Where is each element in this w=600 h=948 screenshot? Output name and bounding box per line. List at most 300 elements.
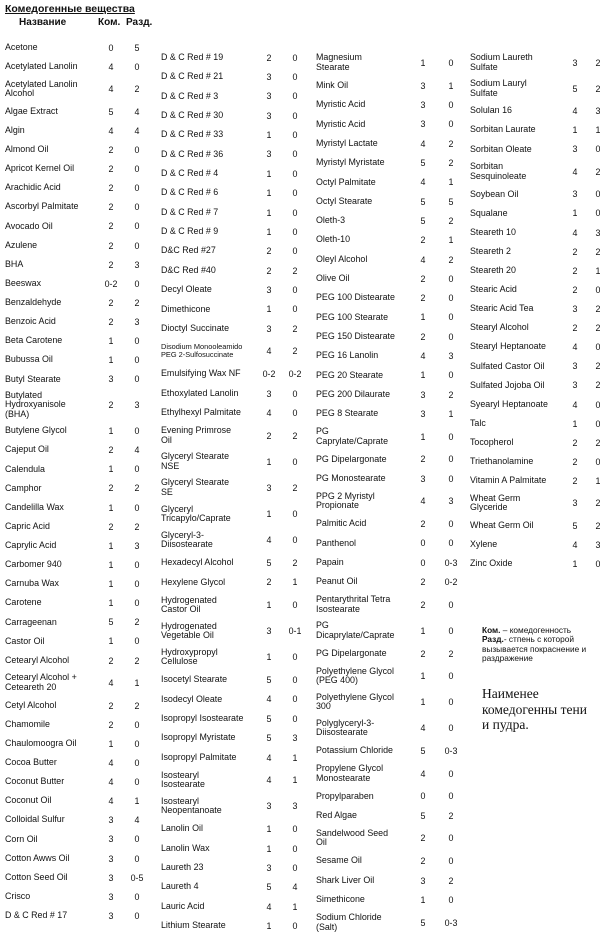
irritation-value: 0 bbox=[448, 538, 454, 549]
ingredient-name-line: D & C Red # 9 bbox=[161, 226, 219, 237]
ingredient-name-line: Xylene bbox=[470, 539, 498, 550]
irritation-value: 0 bbox=[448, 312, 454, 323]
ingredient-row bbox=[316, 663, 464, 689]
ingredient-name-line: (PEG 400) bbox=[316, 675, 358, 686]
comedogenic-value: 2 bbox=[266, 430, 272, 441]
ingredient-row bbox=[5, 460, 149, 479]
ingredient-row bbox=[5, 555, 149, 574]
ingredient-name-line: Oleth-3 bbox=[316, 215, 346, 226]
comedogenic-value: 3 bbox=[572, 189, 578, 200]
irritation-value: 1 bbox=[595, 125, 600, 136]
ingredient-name bbox=[5, 355, 97, 365]
ingredient-row bbox=[161, 280, 307, 299]
ingredient-name bbox=[161, 478, 255, 497]
ingredient-name bbox=[470, 266, 562, 276]
ingredient-name-line: 300 bbox=[316, 701, 331, 712]
ingredient-name-line: Dicaprylate/Caprate bbox=[316, 629, 395, 640]
comedogenic-value: 2 bbox=[572, 323, 578, 334]
irritation-value: 0 bbox=[292, 675, 298, 686]
ingredient-name-line: Carnuba Wax bbox=[5, 578, 59, 589]
ingredient-name-line: Glyceryl bbox=[161, 503, 194, 514]
ingredient-name bbox=[161, 844, 255, 854]
comedogenic-value: 2 bbox=[108, 483, 114, 494]
comedogenic-value: 1 bbox=[108, 464, 114, 475]
ingredient-name bbox=[5, 541, 97, 551]
comedogenic-value: 4 bbox=[108, 61, 114, 72]
irritation-value: 0 bbox=[292, 713, 298, 724]
ingredient-name-line: Sulfate bbox=[470, 87, 498, 98]
ingredient-name-line: Isostearyl bbox=[161, 769, 199, 780]
ingredient-name-line: Potassium Chloride bbox=[316, 745, 393, 756]
ingredient-row bbox=[161, 242, 307, 261]
irritation-value: 2 bbox=[134, 483, 140, 494]
ingredient-name-line: Stearyl Alcohol bbox=[470, 322, 529, 333]
ingredient-name bbox=[316, 811, 408, 821]
irritation-value: 0 bbox=[292, 246, 298, 257]
ingredient-name-line: D & C Red # 3 bbox=[161, 90, 219, 101]
ingredient-name bbox=[316, 100, 408, 110]
irritation-value: 0 bbox=[292, 304, 298, 315]
ingredient-name bbox=[161, 902, 255, 912]
irritation-value: 1 bbox=[292, 901, 298, 912]
irritation-value: 0 bbox=[134, 240, 140, 251]
ingredient-name-line: Beta Carotene bbox=[5, 335, 63, 346]
comedogenic-value: 1 bbox=[420, 431, 426, 442]
ingredient-row bbox=[5, 441, 149, 460]
ingredient-name bbox=[5, 241, 97, 251]
irritation-value: 0 bbox=[134, 598, 140, 609]
comedogenic-value: 1 bbox=[266, 304, 272, 315]
ingredient-name-line: Laureth 4 bbox=[161, 881, 199, 892]
ingredient-name-line: Diisostearate bbox=[316, 727, 368, 738]
ingredient-row bbox=[5, 370, 149, 389]
ingredient-row bbox=[161, 553, 307, 572]
legend-com-text: – комедогенность bbox=[500, 625, 572, 635]
irritation-value: 0-3 bbox=[444, 746, 458, 757]
ingredient-row bbox=[5, 255, 149, 274]
ingredient-row bbox=[161, 644, 307, 670]
irritation-value: 2 bbox=[595, 83, 600, 94]
irritation-value: 2 bbox=[292, 557, 298, 568]
irritation-value: 0 bbox=[448, 625, 454, 636]
ingredient-name-line: D & C Red # 17 bbox=[5, 910, 68, 921]
ingredient-name-line: Crisco bbox=[5, 890, 31, 901]
irritation-value: 0 bbox=[292, 407, 298, 418]
ingredient-name-line: PEG 100 Stearate bbox=[316, 311, 389, 322]
comedogenic-value: 1 bbox=[266, 168, 272, 179]
ingredient-row bbox=[470, 471, 600, 490]
comedogenic-value: 3 bbox=[420, 80, 426, 91]
ingredient-name bbox=[316, 792, 408, 802]
comedogenic-value: 4 bbox=[108, 777, 114, 787]
irritation-value: 0 bbox=[134, 61, 140, 72]
ingredient-row bbox=[5, 217, 149, 236]
irritation-value: 0 bbox=[292, 188, 298, 199]
ingredient-name bbox=[316, 81, 408, 91]
irritation-value: 4 bbox=[134, 815, 140, 826]
comedogenic-value: 1 bbox=[572, 208, 578, 219]
ingredient-row bbox=[161, 820, 307, 839]
ingredient-row bbox=[5, 274, 149, 293]
comedogenic-value: 1 bbox=[108, 355, 114, 366]
ingredient-name bbox=[5, 391, 97, 420]
ingredient-row bbox=[5, 715, 149, 734]
ingredient-row bbox=[470, 357, 600, 376]
irritation-value: 2 bbox=[134, 84, 140, 95]
ingredient-name-line: Diisostearate bbox=[161, 539, 213, 550]
ingredient-name bbox=[316, 216, 408, 226]
ingredient-name bbox=[5, 375, 97, 385]
irritation-value: 0 bbox=[292, 207, 298, 218]
irritation-value: 0 bbox=[595, 284, 600, 295]
irritation-value: 0 bbox=[292, 110, 298, 121]
ingredient-name bbox=[316, 577, 408, 587]
ingredient-name bbox=[316, 332, 408, 342]
ingredient-name bbox=[5, 80, 97, 99]
comedogenic-value: 3 bbox=[266, 110, 272, 121]
comedogenic-value: 1 bbox=[266, 843, 272, 854]
ingredient-name bbox=[161, 531, 255, 550]
ingredient-name bbox=[316, 274, 408, 284]
comedogenic-value: 2 bbox=[108, 719, 114, 730]
ingredient-name bbox=[161, 150, 255, 160]
comedogenic-value: 4 bbox=[108, 757, 114, 768]
irritation-value: 0 bbox=[595, 559, 600, 570]
ingredient-row bbox=[161, 916, 307, 935]
comedogenic-value: 1 bbox=[266, 456, 272, 467]
ingredient-row bbox=[161, 222, 307, 241]
ingredient-row bbox=[161, 164, 307, 183]
ingredient-row bbox=[316, 787, 464, 806]
ingredient-row bbox=[5, 536, 149, 555]
ingredient-name bbox=[316, 895, 408, 905]
ingredient-name-line: PEG 100 Distearate bbox=[316, 292, 395, 303]
ingredient-name bbox=[316, 390, 408, 400]
ingredient-name bbox=[470, 438, 562, 448]
ingredient-name bbox=[316, 197, 408, 207]
comedogenic-value: 1 bbox=[420, 697, 426, 708]
ingredient-row bbox=[161, 670, 307, 689]
ingredient-row bbox=[161, 319, 307, 338]
ingredient-name bbox=[5, 796, 97, 806]
comedogenic-value: 3 bbox=[108, 853, 114, 864]
ingredient-name-line: Polyethylene Glycol bbox=[316, 691, 394, 702]
ingredient-name-line: Oil bbox=[161, 434, 172, 445]
ingredient-name bbox=[161, 753, 255, 763]
irritation-value: 3 bbox=[292, 801, 298, 812]
legend-irr-abbr: Разд. bbox=[482, 634, 504, 645]
comedogenic-value: 4 bbox=[266, 694, 272, 705]
irritation-value: 0 bbox=[595, 342, 600, 353]
comedogenic-value: 2 bbox=[572, 284, 578, 295]
ingredient-name-line: Panthenol bbox=[316, 537, 356, 548]
ingredient-name bbox=[161, 305, 255, 315]
ingredient-name-line: Octyl Palmitate bbox=[316, 176, 376, 187]
comedogenic-value: 3 bbox=[420, 100, 426, 111]
ingredient-name-line: PEG 200 Dilaurate bbox=[316, 388, 390, 399]
ingredient-name-line: Stearyl Heptanoate bbox=[470, 341, 546, 352]
ingredient-name-line: Coconut Oil bbox=[5, 795, 52, 806]
ingredient-name-line: Castor Oil bbox=[5, 635, 45, 646]
ingredient-name bbox=[316, 178, 408, 188]
ingredient-row bbox=[316, 825, 464, 851]
comedogenic-value: 5 bbox=[266, 882, 272, 893]
ingredient-name bbox=[161, 505, 255, 524]
ingredient-row bbox=[470, 185, 600, 204]
comedogenic-value: 2 bbox=[108, 400, 114, 411]
ingredient-name bbox=[316, 139, 408, 149]
ingredient-name-line: Myristic Acid bbox=[316, 118, 366, 129]
irritation-value: 2 bbox=[134, 617, 140, 628]
ingredient-row bbox=[161, 300, 307, 319]
irritation-value: 0 bbox=[134, 183, 140, 194]
ingredient-name-line: Acetylated Lanolin bbox=[5, 60, 78, 71]
comedogenic-value: 5 bbox=[572, 83, 578, 94]
ingredient-row bbox=[161, 878, 307, 897]
comedogenic-value: 2 bbox=[420, 519, 426, 530]
comedogenic-value: 1 bbox=[266, 188, 272, 199]
ingredient-name-line: Benzoic Acid bbox=[5, 316, 56, 327]
ingredient-name bbox=[5, 426, 97, 436]
irritation-value: 0-3 bbox=[444, 557, 458, 568]
comedogenic-value: 1 bbox=[108, 559, 114, 570]
ingredient-row bbox=[161, 67, 307, 86]
comedogenic-value: 1 bbox=[266, 600, 272, 611]
ingredient-row bbox=[470, 121, 600, 140]
ingredient-name-line: Sorbitan Laurate bbox=[470, 124, 536, 135]
comedogenic-value: 2 bbox=[572, 246, 578, 257]
ingredient-row bbox=[161, 145, 307, 164]
ingredient-name bbox=[161, 208, 255, 218]
ingredient-name-line: Stearic Acid Tea bbox=[470, 303, 534, 314]
irritation-value: 1 bbox=[292, 577, 298, 588]
ingredient-row bbox=[5, 632, 149, 651]
header-name: Название bbox=[19, 17, 67, 28]
ingredient-row bbox=[5, 906, 149, 925]
ingredient-name-line: Cellulose bbox=[161, 656, 198, 667]
ingredient-name-line: Soybean Oil bbox=[470, 188, 519, 199]
ingredient-name-line: Carrageenan bbox=[5, 616, 57, 627]
ingredient-name bbox=[5, 873, 97, 883]
ingredient-name bbox=[161, 343, 255, 360]
irritation-value: 0 bbox=[134, 579, 140, 590]
ingredient-name bbox=[161, 695, 255, 705]
ingredient-name-line: Corn Oil bbox=[5, 833, 38, 844]
ingredient-name bbox=[470, 79, 562, 98]
irritation-value: 2 bbox=[448, 138, 454, 149]
ingredient-name-line: Camphor bbox=[5, 482, 42, 493]
ingredient-name bbox=[161, 824, 255, 834]
ingredient-name-line: Avocado Oil bbox=[5, 220, 53, 231]
irritation-value: 0 bbox=[134, 738, 140, 749]
irritation-value: 0 bbox=[134, 757, 140, 768]
comedogenic-value: 4 bbox=[420, 254, 426, 265]
ingredient-name-line: Oleyl Alcohol bbox=[316, 253, 368, 264]
ingredient-name-line: Dioctyl Succinate bbox=[161, 322, 230, 333]
ingredient-row bbox=[316, 385, 464, 404]
irritation-value: 4 bbox=[134, 106, 140, 117]
irritation-value: 0 bbox=[134, 853, 140, 864]
irritation-value: 2 bbox=[595, 166, 600, 177]
ingredient-name bbox=[5, 892, 97, 902]
irritation-value: 1 bbox=[595, 475, 600, 486]
ingredient-row bbox=[161, 709, 307, 728]
ingredient-row bbox=[316, 231, 464, 250]
ingredient-row bbox=[316, 534, 464, 553]
irritation-value: 0 bbox=[448, 723, 454, 734]
comedogenic-value: 1 bbox=[572, 418, 578, 429]
ingredient-name bbox=[5, 298, 97, 308]
ingredient-name-line: Cetearyl Alcohol + bbox=[5, 672, 77, 683]
irritation-value: 0 bbox=[595, 189, 600, 200]
ingredient-row bbox=[161, 527, 307, 553]
irritation-value: 2 bbox=[292, 265, 298, 276]
ingredient-name-line: Colloidal Sulfur bbox=[5, 814, 65, 825]
ingredient-name-line: Glyceride bbox=[470, 502, 508, 513]
ingredient-name bbox=[161, 452, 255, 471]
ingredient-name bbox=[5, 777, 97, 787]
comedogenic-value: 3 bbox=[572, 303, 578, 314]
irritation-value: 0 bbox=[134, 636, 140, 647]
ingredient-name bbox=[316, 621, 408, 640]
irritation-value: 0 bbox=[134, 221, 140, 232]
ingredient-name-line: NSE bbox=[161, 460, 180, 471]
ingredient-name bbox=[161, 266, 255, 276]
comedogenic-value: 3 bbox=[266, 482, 272, 493]
comedogenic-value: 2 bbox=[420, 293, 426, 304]
ingredient-name bbox=[161, 324, 255, 334]
comedogenic-value: 2 bbox=[572, 475, 578, 486]
ingredient-name-line: PG Dipelargonate bbox=[316, 453, 387, 464]
ingredient-name bbox=[161, 92, 255, 102]
ingredient-name bbox=[316, 558, 408, 568]
ingredient-name bbox=[5, 673, 97, 692]
comedogenic-value: 4 bbox=[266, 775, 272, 786]
comedogenic-value: 1 bbox=[420, 58, 426, 69]
irritation-value: 2 bbox=[292, 430, 298, 441]
ingredient-name bbox=[5, 279, 97, 289]
note-text: Наименее комедогенны тени и пудра. bbox=[482, 686, 587, 732]
ingredient-row bbox=[161, 839, 307, 858]
ingredient-name bbox=[5, 560, 97, 570]
comedogenic-value: 5 bbox=[266, 713, 272, 724]
comedogenic-value: 2 bbox=[108, 202, 114, 213]
ingredient-name-line: Sesquinoleate bbox=[470, 170, 527, 181]
ingredient-name-line: Caprylic Acid bbox=[5, 540, 57, 550]
irritation-value: 2 bbox=[595, 437, 600, 448]
comedogenic-value: 1 bbox=[266, 130, 272, 141]
comedogenic-value: 4 bbox=[572, 342, 578, 353]
ingredient-row bbox=[161, 618, 307, 644]
ingredient-row bbox=[470, 280, 600, 299]
ingredient-name-line: Isopropyl Isostearate bbox=[161, 713, 244, 724]
comedogenic-value: 4 bbox=[572, 227, 578, 238]
ingredient-row bbox=[316, 644, 464, 663]
ingredient-row bbox=[5, 421, 149, 440]
comedogenic-value: 4 bbox=[108, 84, 114, 95]
ingredient-row bbox=[5, 734, 149, 753]
ingredient-name-line: BHA bbox=[5, 258, 24, 269]
ingredient-name bbox=[161, 389, 255, 399]
irritation-value: 3 bbox=[595, 227, 600, 238]
irritation-value: 2 bbox=[595, 303, 600, 314]
ingredient-name-line: Tricapylo/Caprate bbox=[161, 513, 231, 524]
comedogenic-value: 4 bbox=[420, 768, 426, 779]
irritation-value: 3 bbox=[448, 351, 454, 362]
ingredient-row bbox=[5, 57, 149, 76]
irritation-value: 4 bbox=[134, 125, 140, 136]
comedogenic-value: 5 bbox=[266, 557, 272, 568]
ingredient-name-line: Lanolin Wax bbox=[161, 842, 210, 853]
comedogenic-value: 1 bbox=[420, 671, 426, 682]
comedogenic-value: 4 bbox=[420, 138, 426, 149]
irritation-value: 0 bbox=[292, 535, 298, 546]
ingredient-name bbox=[316, 649, 408, 659]
ingredient-name-line: Tocopherol bbox=[470, 436, 514, 447]
ingredient-row bbox=[161, 48, 307, 67]
irritation-value: 1 bbox=[292, 752, 298, 763]
ingredient-name-line: D & C Red # 21 bbox=[161, 71, 224, 82]
ingredient-name bbox=[470, 190, 562, 200]
irritation-value: 0 bbox=[134, 374, 140, 385]
comedogenic-value: 2 bbox=[108, 297, 114, 308]
ingredient-name bbox=[5, 336, 97, 346]
ingredient-name-line: Ethylhexyl Palmitate bbox=[161, 407, 241, 418]
ingredient-name-line: Oleth-10 bbox=[316, 234, 351, 245]
ingredient-row bbox=[5, 102, 149, 121]
ingredient-row bbox=[470, 242, 600, 261]
ingredient-name bbox=[470, 106, 562, 116]
ingredient-row bbox=[316, 514, 464, 533]
ingredient-row bbox=[161, 449, 307, 475]
comedogenic-value: 4 bbox=[572, 166, 578, 177]
ingredient-name-line: Stearic Acid bbox=[470, 284, 517, 295]
ingredient-row bbox=[161, 573, 307, 592]
ingredient-row bbox=[5, 574, 149, 593]
comedogenic-value: 2 bbox=[420, 235, 426, 246]
comedogenic-value: 5 bbox=[108, 617, 114, 628]
ingredient-name-line: Acetone bbox=[5, 41, 38, 52]
ingredient-name-line: Decyl Oleate bbox=[161, 284, 212, 295]
comedogenic-value: 0 bbox=[108, 42, 114, 53]
ingredient-row bbox=[161, 203, 307, 222]
ingredient-row bbox=[316, 741, 464, 760]
ingredient-name-line: Propylparaben bbox=[316, 790, 374, 801]
ingredient-name-line: Glyceryl Stearate bbox=[161, 451, 230, 462]
ingredient-row bbox=[316, 404, 464, 423]
ingredient-name-line: Propylene Glycol bbox=[316, 763, 384, 774]
ingredient-name bbox=[5, 503, 97, 513]
ingredient-name bbox=[5, 260, 97, 270]
ingredient-row bbox=[161, 592, 307, 618]
ingredient-name bbox=[470, 494, 562, 513]
comedogenic-value: 5 bbox=[266, 733, 272, 744]
ingredient-row bbox=[161, 338, 307, 364]
comedogenic-value: 3 bbox=[420, 119, 426, 130]
ingredient-name-line: Beeswax bbox=[5, 277, 42, 288]
comedogenic-value: 1 bbox=[420, 625, 426, 636]
ingredient-row bbox=[161, 384, 307, 403]
ingredient-name bbox=[316, 667, 408, 686]
irritation-value: 2 bbox=[448, 648, 454, 659]
ingredient-row bbox=[316, 211, 464, 230]
irritation-value: 2 bbox=[595, 323, 600, 334]
irritation-value: 0 bbox=[134, 910, 140, 921]
ingredient-row bbox=[316, 269, 464, 288]
ingredient-name-line: Laureth 23 bbox=[161, 862, 204, 873]
ingredient-row bbox=[5, 670, 149, 696]
ingredient-name-line: Isodecyl Oleate bbox=[161, 693, 223, 704]
